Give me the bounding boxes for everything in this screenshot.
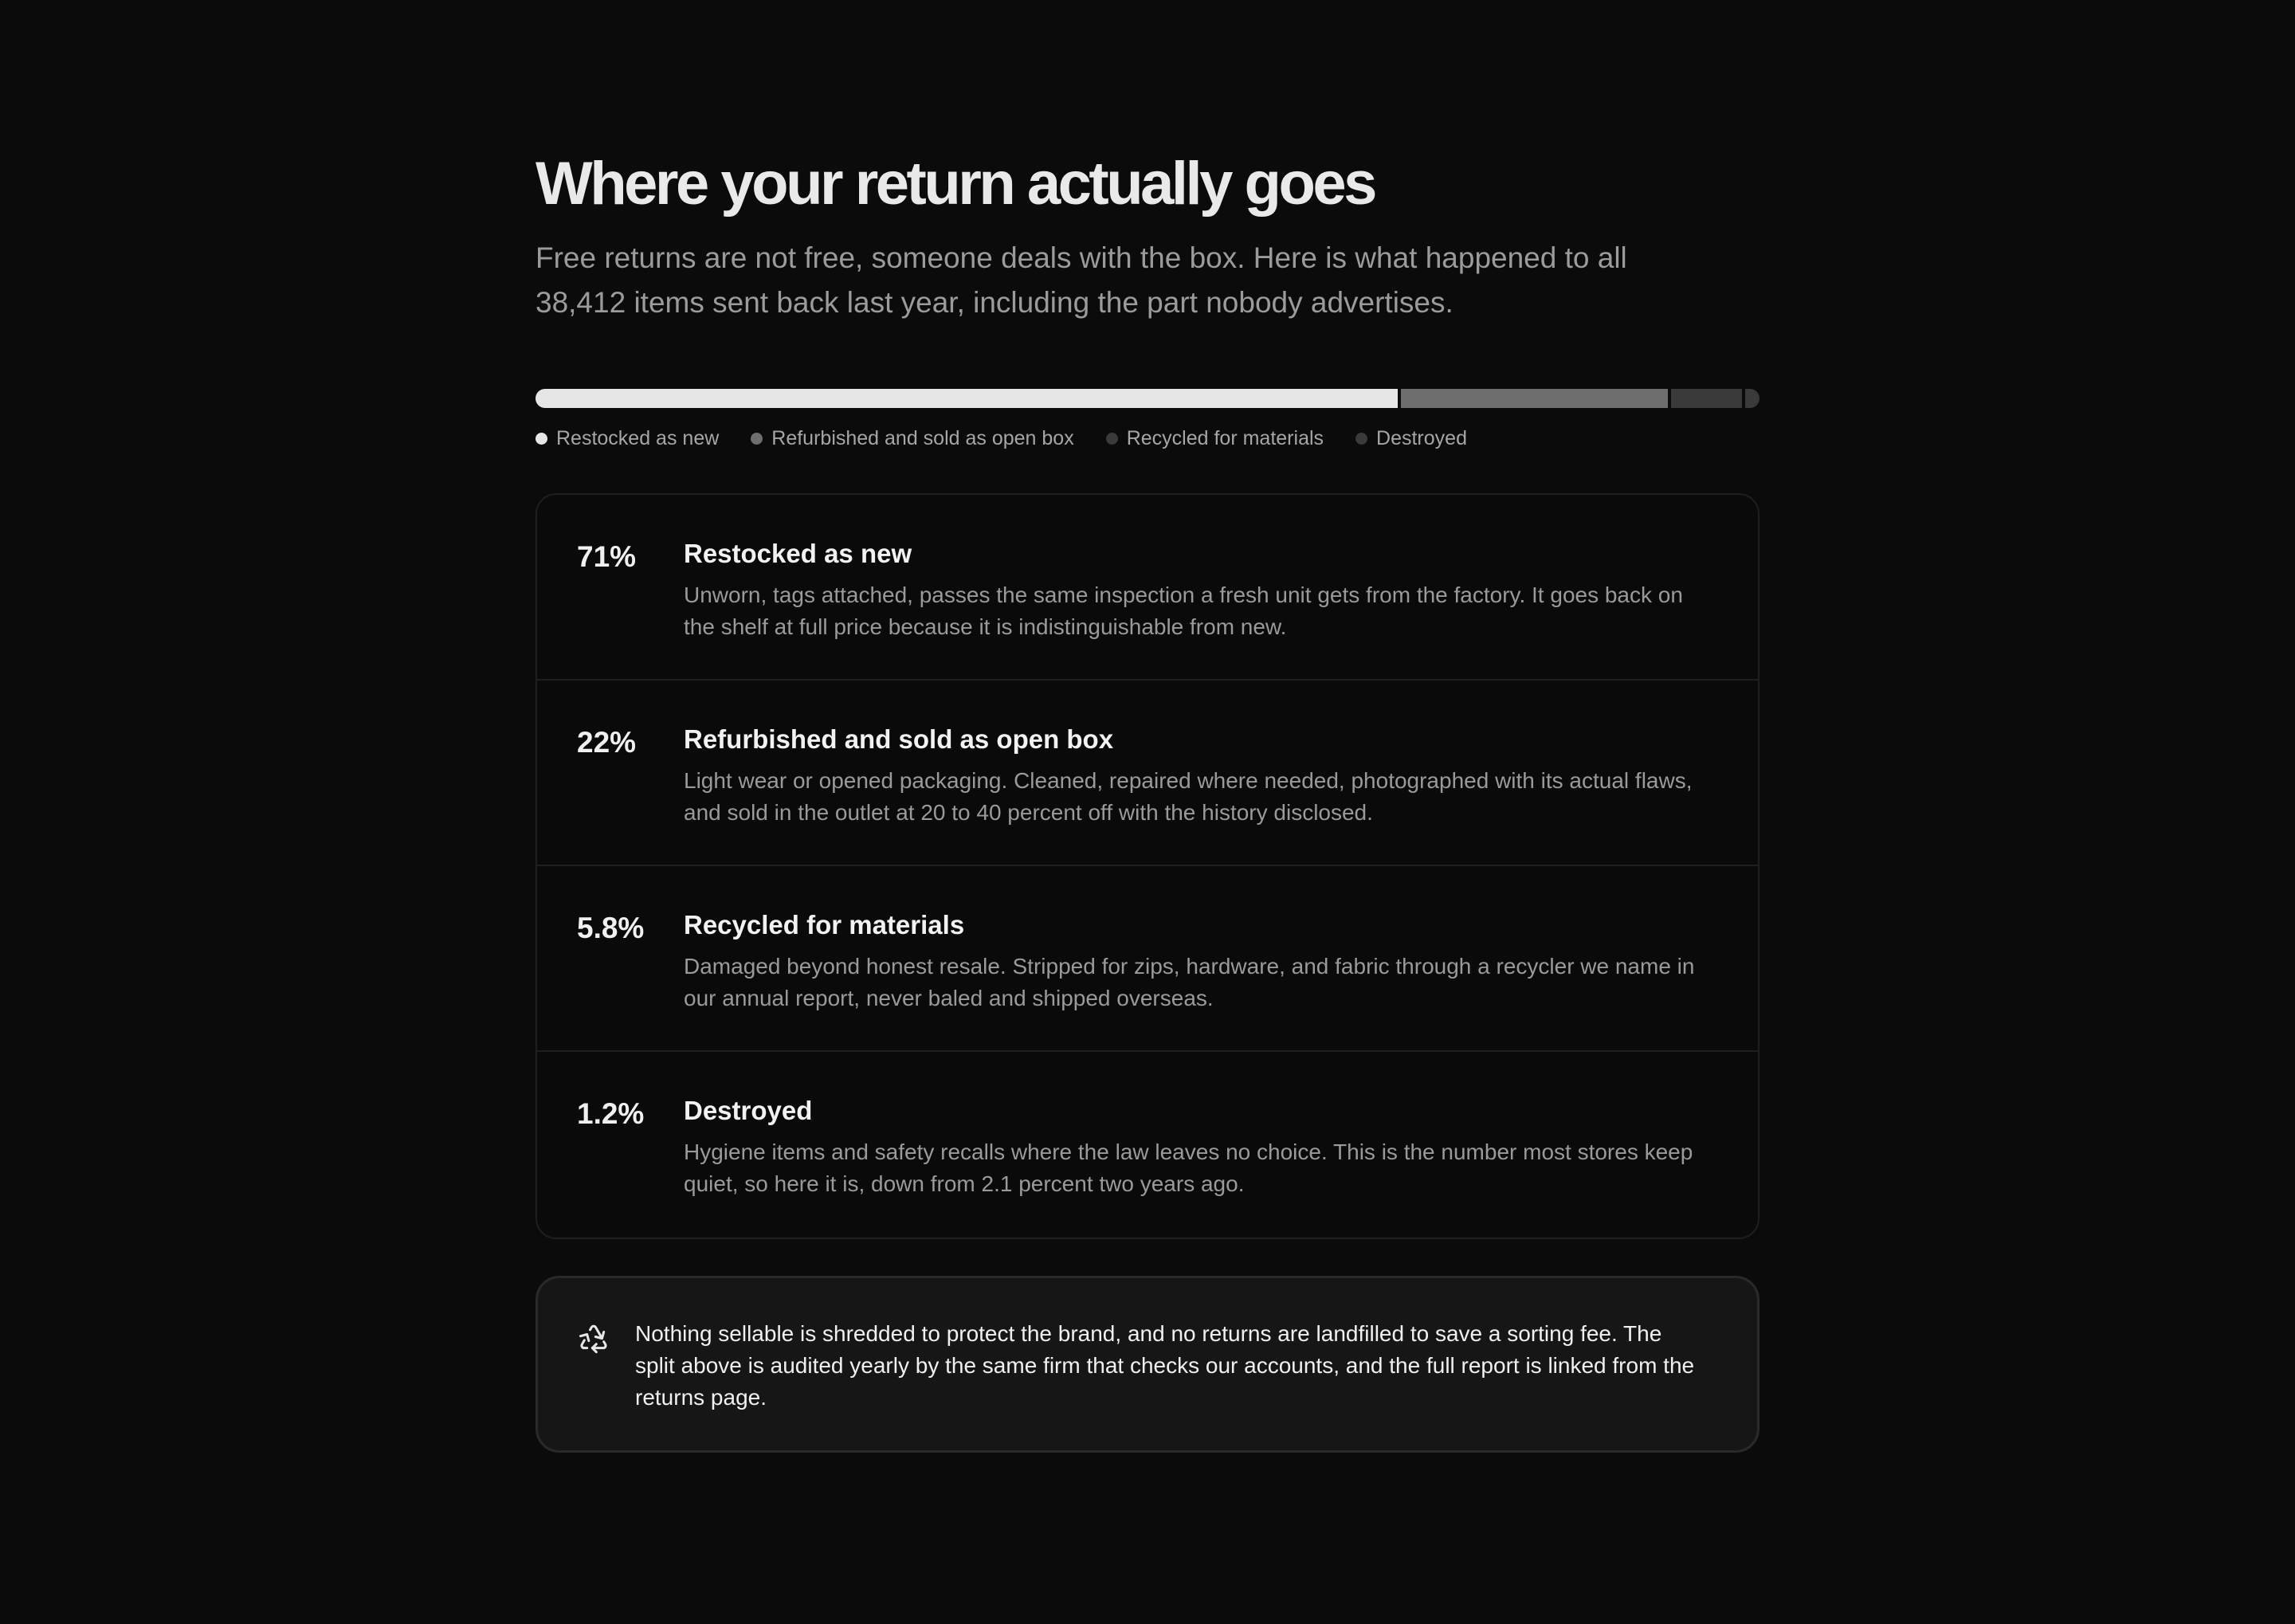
legend-label: Restocked as new — [556, 427, 720, 449]
row-title: Restocked as new — [684, 539, 912, 568]
legend-dot — [751, 433, 763, 445]
row-body — [684, 909, 1720, 1050]
legend-dot — [1106, 433, 1118, 445]
page-subtitle: Free returns are not free, someone deals with the box. Here is what happened to all 38,412 items sent back last year, including the part nobody advertises. — [536, 241, 1627, 319]
legend-item-destroyed — [1355, 427, 1467, 450]
bar-segment-recycled — [1671, 389, 1741, 408]
legend-dot — [536, 433, 547, 445]
recycle-icon — [578, 1318, 635, 1450]
row-description: Unworn, tags attached, passes the same inspection a fresh unit gets from the factory. It goes back on the shelf at full price because it is indistinguishable from new. — [684, 583, 1683, 639]
breakdown-row-restocked — [537, 495, 1758, 681]
breakdown-row-refurbished — [537, 681, 1758, 866]
bar-segment-destroyed — [1745, 389, 1760, 408]
row-description: Damaged beyond honest resale. Stripped for zips, hardware, and fabric through a recycler we name in our annual report, never baled and shipped overseas. — [684, 954, 1695, 1010]
legend-item-refurbished — [751, 427, 1073, 450]
legend-label: Destroyed — [1376, 427, 1467, 449]
row-description: Hygiene items and safety recalls where the law leaves no choice. This is the number most stores keep quiet, so here it is, down from 2.1 percent two years ago. — [684, 1140, 1693, 1196]
breakdown-row-recycled — [537, 866, 1758, 1052]
legend-label: Refurbished and sold as open box — [771, 427, 1074, 449]
percent-value: 5.8% — [577, 912, 645, 944]
bar-segment-restocked — [536, 389, 1398, 408]
page-title: Where your return actually goes — [536, 150, 1375, 218]
breakdown-card — [536, 493, 1760, 1239]
legend-item-recycled — [1106, 427, 1324, 450]
bar-legend — [536, 427, 1760, 450]
row-title: Destroyed — [684, 1096, 813, 1125]
row-description: Light wear or opened packaging. Cleaned, repaired where needed, photographed with its actual flaws, and sold in the outlet at 20 to 40 percent off with the history disclosed. — [684, 768, 1693, 825]
percent-value: 22% — [577, 726, 637, 759]
legend-label: Recycled for materials — [1126, 427, 1324, 449]
legend-dot — [1355, 433, 1367, 445]
row-body — [684, 724, 1720, 865]
bar-segment-refurbished — [1401, 389, 1668, 408]
audit-note-text: Nothing sellable is shredded to protect the brand, and no returns are landfilled to save a sorting fee. The split above is audited yearly by the same firm that checks our accounts, and the full report is linked from the returns page. — [635, 1321, 1695, 1410]
returns-section — [536, 148, 1760, 1453]
row-title: Refurbished and sold as open box — [684, 724, 1114, 754]
legend-item-restocked — [536, 427, 719, 450]
row-title: Recycled for materials — [684, 910, 965, 939]
percent-value: 71% — [577, 540, 637, 573]
distribution-bar — [536, 389, 1760, 408]
breakdown-row-destroyed — [537, 1052, 1758, 1238]
row-body — [684, 538, 1720, 679]
row-body — [684, 1095, 1720, 1238]
audit-note — [536, 1276, 1760, 1453]
percent-value: 1.2% — [577, 1097, 645, 1130]
